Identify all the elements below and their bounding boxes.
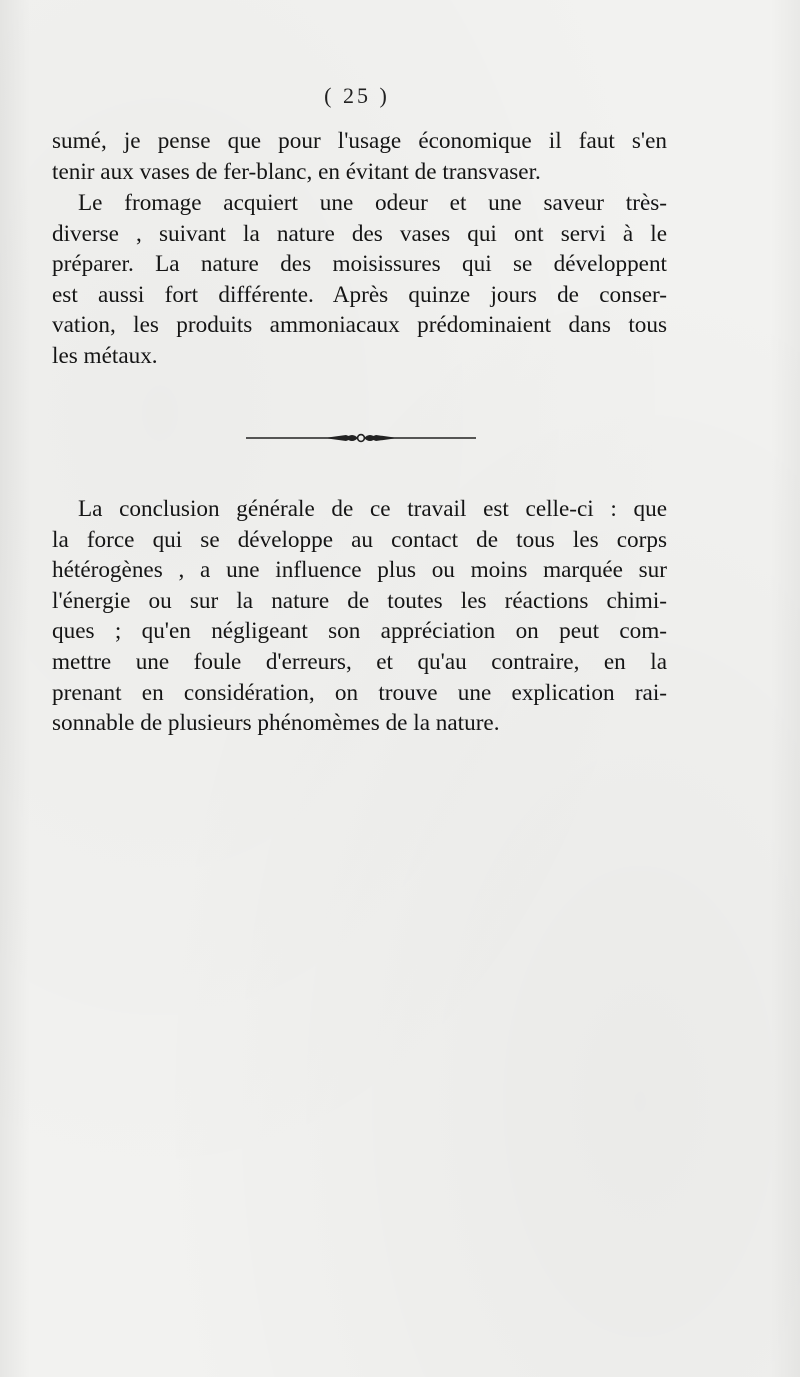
- paragraph-cheese: [52, 188, 667, 372]
- text-line: hétérogènes , a une influence plus ou moins marquée sur: [52, 557, 667, 584]
- text-line: les métaux.: [52, 342, 158, 369]
- text-line: préparer. La nature des moisissures qui se développent: [52, 251, 667, 278]
- page-number: ( 25 ): [324, 83, 390, 108]
- text-line: diverse , suivant la nature des vases qui ont servi à le: [52, 220, 667, 247]
- text-line: sumé, je pense que pour l'usage économique il faut s'en: [52, 128, 667, 154]
- text-line: prenant en considération, on trouve une explication rai-: [52, 679, 667, 706]
- text-line: La conclusion générale de ce travail est celle-ci : que: [78, 496, 667, 522]
- text-line: la force qui se développe au contact de tous les corps: [52, 526, 667, 553]
- paragraph-conclusion: [52, 494, 667, 739]
- text-line: est aussi fort différente. Après quinze jours de conser-: [52, 281, 667, 308]
- text-line: ques ; qu'en négligeant son appréciation on peut com-: [52, 618, 667, 645]
- text-line: l'énergie ou sur la nature de toutes les réactions chimi-: [52, 587, 667, 614]
- ornament-divider: [246, 428, 476, 446]
- text-line: sonnable de plusieurs phénomèmes de la nature.: [52, 710, 500, 737]
- text-line: mettre une foule d'erreurs, et qu'au contraire, en la: [52, 648, 667, 675]
- text-line: Le fromage acquiert une odeur et une saveur très-: [78, 190, 667, 216]
- text-line: tenir aux vases de fer-blanc, en évitant de transvaser.: [52, 158, 541, 185]
- text-line: vation, les produits ammoniacaux prédominaient dans tous: [52, 312, 667, 339]
- paragraph-continuation: [52, 126, 667, 187]
